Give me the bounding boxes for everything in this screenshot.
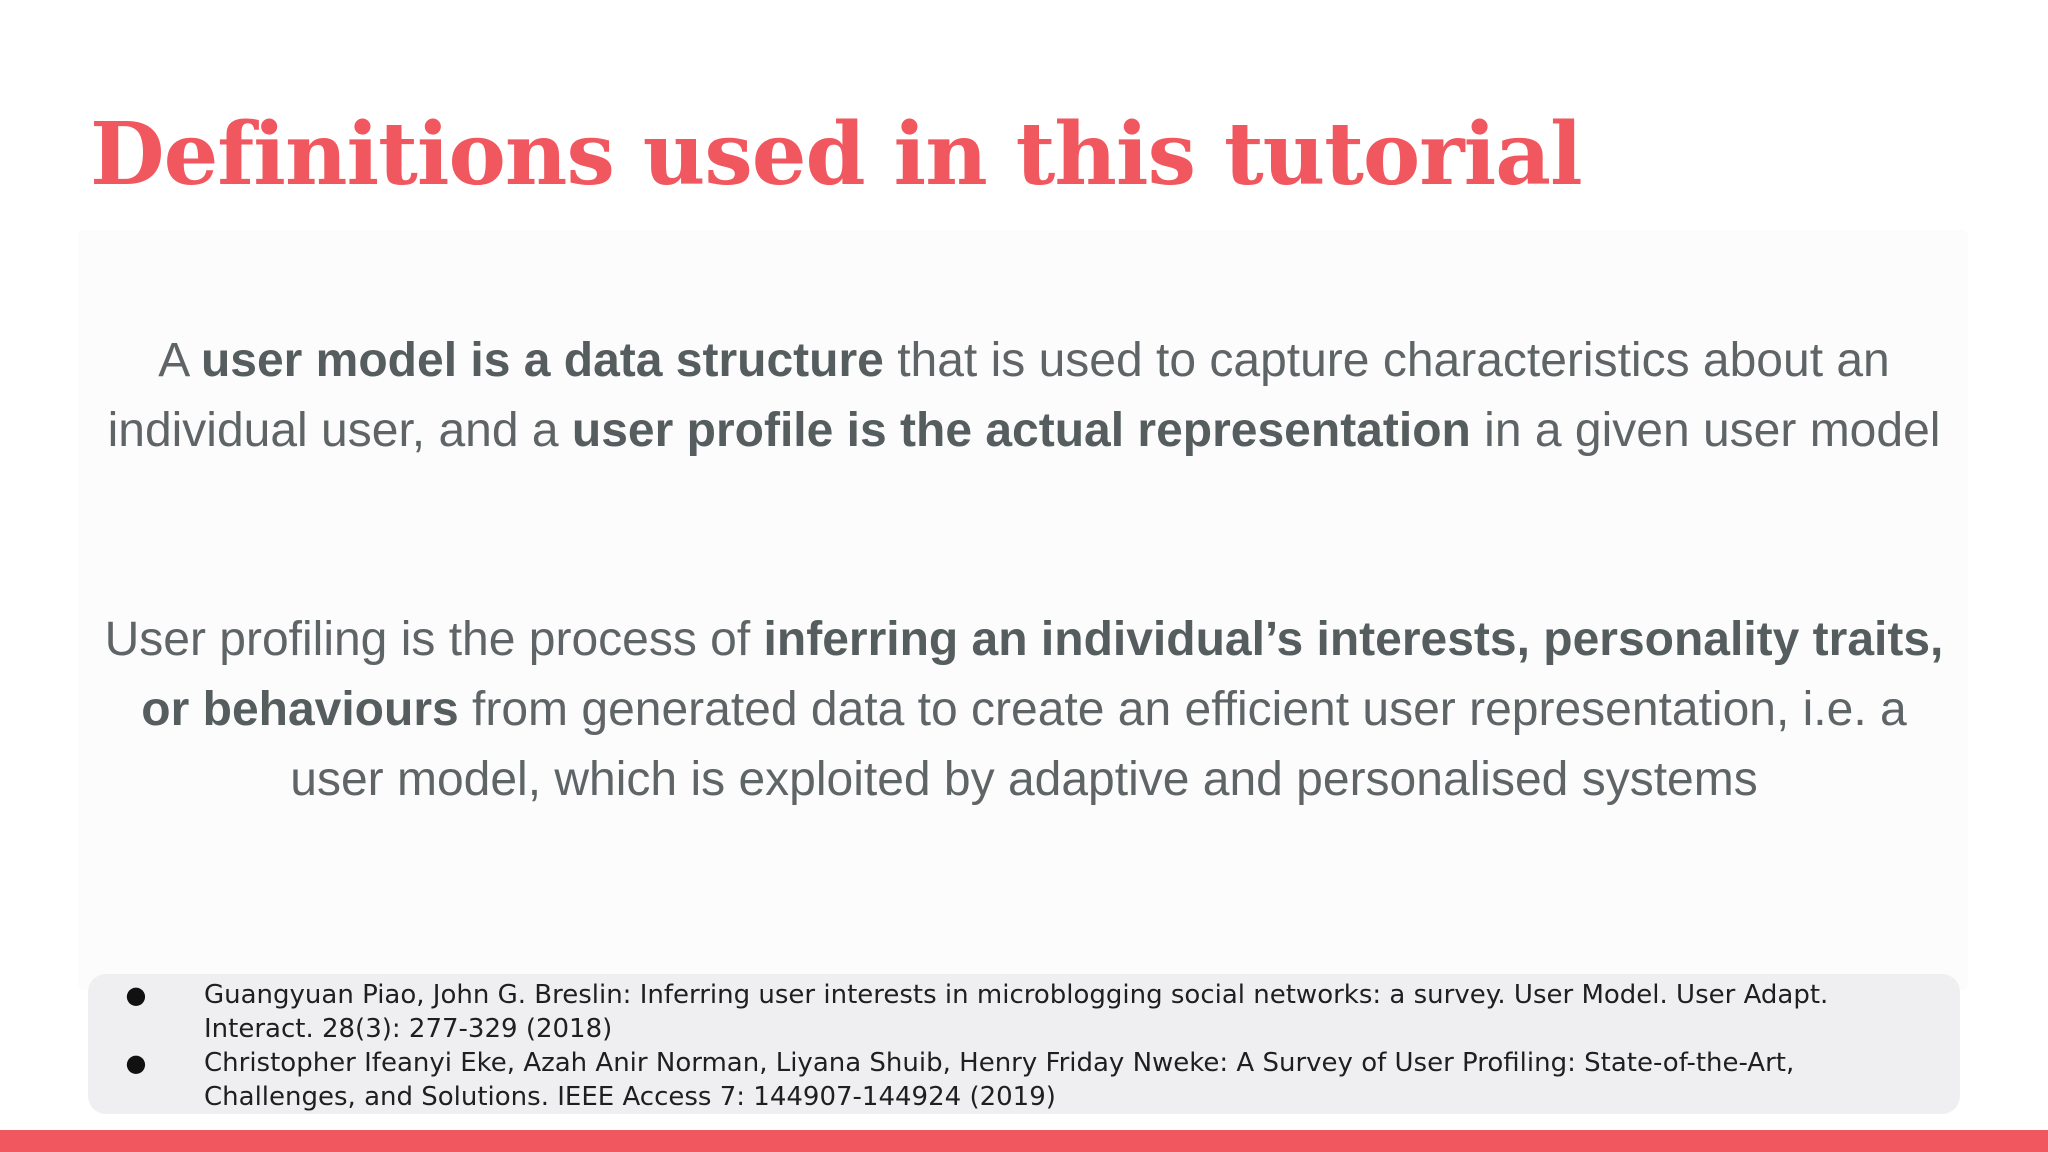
bullet-icon: ● xyxy=(125,981,147,1009)
references-box xyxy=(88,974,1960,1114)
text-segment: User profiling is the process of xyxy=(104,613,764,666)
reference-item xyxy=(116,978,1930,1046)
bold-text-segment: user model is a data structure xyxy=(200,334,884,387)
bold-text-segment: inferring an individual’s interests, personality traits, or behaviours xyxy=(141,613,1944,736)
bold-text-segment: user profile is the actual representation xyxy=(571,404,1471,457)
text-segment: A xyxy=(158,334,201,387)
bottom-accent-bar xyxy=(0,1130,2048,1152)
slide-title: Definitions used in this tutorial xyxy=(90,104,1582,205)
bullet-icon: ● xyxy=(125,1049,147,1077)
reference-text: Guangyuan Piao, John G. Breslin: Inferring user interests in microblogging social networks: a survey. User Model. User Adapt. Interact. 28(3): 277-329 (2018) xyxy=(204,980,1829,1044)
text-segment: that is used to capture characteristics about an individual user, and a xyxy=(107,334,1890,457)
text-segment: in a given user model xyxy=(1470,404,1941,457)
definition-paragraph-user-profiling xyxy=(90,605,1958,815)
definition-paragraph-user-model xyxy=(90,326,1958,466)
text-segment: from generated data to create an efficient user representation, i.e. a user model, which is exploited by adaptive and personalised systems xyxy=(290,683,1907,806)
reference-text: Christopher Ifeanyi Eke, Azah Anir Norman, Liyana Shuib, Henry Friday Nweke: A Survey of User Profiling: State-of-the-Art, Challenges, and Solutions. IEEE Access 7: 144907-144924 (2019) xyxy=(204,1048,1795,1112)
reference-item xyxy=(116,1046,1930,1114)
